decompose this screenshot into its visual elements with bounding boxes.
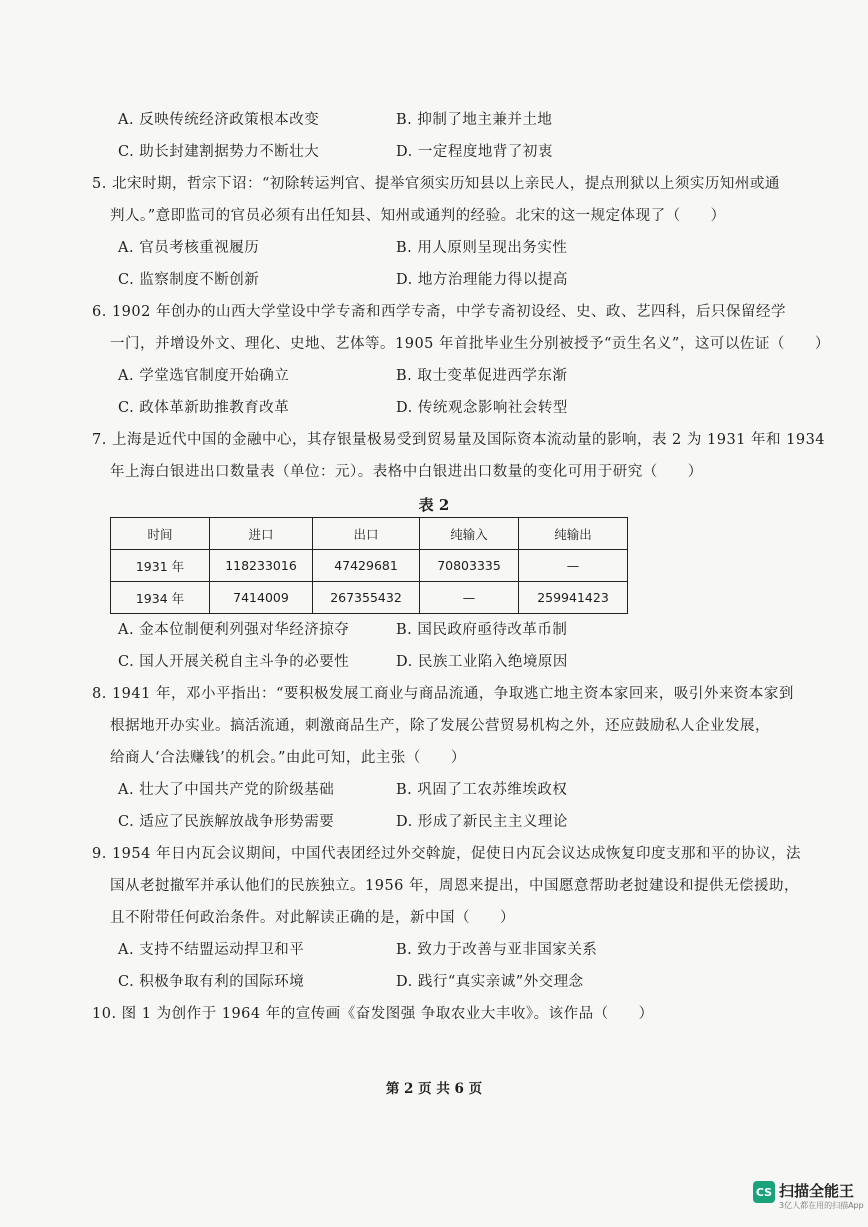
table-cell: 118233016 bbox=[210, 550, 313, 582]
q9-option-a: A. 支持不结盟运动捍卫和平 bbox=[118, 942, 305, 958]
table-row bbox=[111, 550, 628, 582]
q7-stem-line1: 7. 上海是近代中国的金融中心，其存银量极易受到贸易量及国际资本流动量的影响，表 2 为 1931 年和 1934 bbox=[92, 432, 826, 448]
q8-option-c: C. 适应了民族解放战争形势需要 bbox=[118, 814, 335, 830]
q7-option-a: A. 金本位制便利列强对华经济掠夺 bbox=[118, 622, 350, 638]
silver-trade-table bbox=[110, 517, 628, 614]
table-cell: 259941423 bbox=[519, 582, 628, 614]
q4-option-b: B. 抑制了地主兼并土地 bbox=[396, 112, 553, 128]
q4-option-c: C. 助长封建割据势力不断壮大 bbox=[118, 144, 320, 160]
table-cell: — bbox=[519, 550, 628, 582]
q5-stem-line1: 5. 北宋时期，哲宗下诏：“初除转运判官、提举官须实历知县以上亲民人，提点刑狱以上须实历知州或通 bbox=[92, 176, 780, 192]
q6-option-c: C. 政体革新助推教育改革 bbox=[118, 400, 290, 416]
table-header-cell: 出口 bbox=[313, 518, 420, 550]
table-cell: 1934 年 bbox=[111, 582, 210, 614]
q5-option-c: C. 监察制度不断创新 bbox=[118, 272, 260, 288]
page-number: 第 2 页 共 6 页 bbox=[385, 1081, 483, 1097]
q5-stem-line2: 判人。”意即监司的官员必须有出任知县、知州或通判的经验。北宋的这一规定体现了（ ） bbox=[110, 208, 726, 224]
q8-option-a: A. 壮大了中国共产党的阶级基础 bbox=[118, 782, 335, 798]
table-header-cell: 进口 bbox=[210, 518, 313, 550]
table-cell: 7414009 bbox=[210, 582, 313, 614]
q8-stem-line3: 给商人‘合法赚钱’的机会。”由此可知，此主张（ ） bbox=[110, 750, 466, 766]
q9-stem-line2: 国从老挝撤军并承认他们的民族独立。1956 年，周恩来提出，中国愿意帮助老挝建设和提供无偿援助， bbox=[110, 878, 800, 894]
q5-option-a: A. 官员考核重视履历 bbox=[118, 240, 260, 256]
table-header-cell: 时间 bbox=[111, 518, 210, 550]
camscanner-logo: CS bbox=[753, 1181, 775, 1203]
q8-option-b: B. 巩固了工农苏维埃政权 bbox=[396, 782, 568, 798]
table-row bbox=[111, 582, 628, 614]
q7-stem-line2: 年上海白银进出口数量表（单位：元）。表格中白银进出口数量的变化可用于研究（ ） bbox=[110, 464, 703, 480]
q7-option-d: D. 民族工业陷入绝境原因 bbox=[396, 654, 568, 670]
table-header-row bbox=[111, 518, 628, 550]
q9-stem-line1: 9. 1954 年日内瓦会议期间，中国代表团经过外交斡旋，促使日内瓦会议达成恢复印度支那和平的协议，法 bbox=[92, 846, 801, 862]
table-cell: 267355432 bbox=[313, 582, 420, 614]
q6-option-d: D. 传统观念影响社会转型 bbox=[396, 400, 568, 416]
q7-option-b: B. 国民政府亟待改革币制 bbox=[396, 622, 568, 638]
q9-option-c: C. 积极争取有利的国际环境 bbox=[118, 974, 305, 990]
table-cell: — bbox=[420, 582, 519, 614]
q6-option-b: B. 取士变革促进西学东渐 bbox=[396, 368, 568, 384]
q6-stem-line1: 6. 1902 年创办的山西大学堂设中学专斋和西学专斋，中学专斋初设经、史、政、艺四科，后只保留经学 bbox=[92, 304, 786, 320]
q9-stem-line3: 且不附带任何政治条件。对此解读正确的是，新中国（ ） bbox=[110, 910, 515, 926]
q9-option-d: D. 践行“真实亲诚”外交理念 bbox=[396, 974, 584, 990]
q6-option-a: A. 学堂选官制度开始确立 bbox=[118, 368, 290, 384]
q7-option-c: C. 国人开展关税自主斗争的必要性 bbox=[118, 654, 350, 670]
table-header-cell: 纯输出 bbox=[519, 518, 628, 550]
q8-stem-line2: 根据地开办实业。搞活流通，刺激商品生产，除了发展公营贸易机构之外，还应鼓励私人企业发展， bbox=[110, 718, 770, 734]
q9-option-b: B. 致力于改善与亚非国家关系 bbox=[396, 942, 598, 958]
table-cell: 1931 年 bbox=[111, 550, 210, 582]
q4-option-a: A. 反映传统经济政策根本改变 bbox=[118, 112, 320, 128]
q5-option-b: B. 用人原则呈现出务实性 bbox=[396, 240, 568, 256]
table-cell: 70803335 bbox=[420, 550, 519, 582]
q4-option-d: D. 一定程度地背了初衷 bbox=[396, 144, 553, 160]
camscanner-name: 扫描全能王 bbox=[779, 1182, 855, 1200]
q8-stem-line1: 8. 1941 年，邓小平指出：“要积极发展工商业与商品流通，争取逃亡地主资本家回来，吸引外来资本家到 bbox=[92, 686, 794, 702]
table-header-cell: 纯输入 bbox=[420, 518, 519, 550]
table-cell: 47429681 bbox=[313, 550, 420, 582]
table-caption: 表 2 bbox=[418, 496, 450, 514]
q10-stem-line1: 10. 图 1 为创作于 1964 年的宣传画《奋发图强 争取农业大丰收》。该作品（ ） bbox=[92, 1006, 654, 1022]
q5-option-d: D. 地方治理能力得以提高 bbox=[396, 272, 568, 288]
camscanner-tagline: 3亿人都在用的扫描App bbox=[779, 1201, 864, 1210]
q6-stem-line2: 一门，并增设外文、理化、史地、艺体等。1905 年首批毕业生分别被授予“贡生名义”，这可以佐证（ ） bbox=[110, 336, 830, 352]
q8-option-d: D. 形成了新民主主义理论 bbox=[396, 814, 568, 830]
